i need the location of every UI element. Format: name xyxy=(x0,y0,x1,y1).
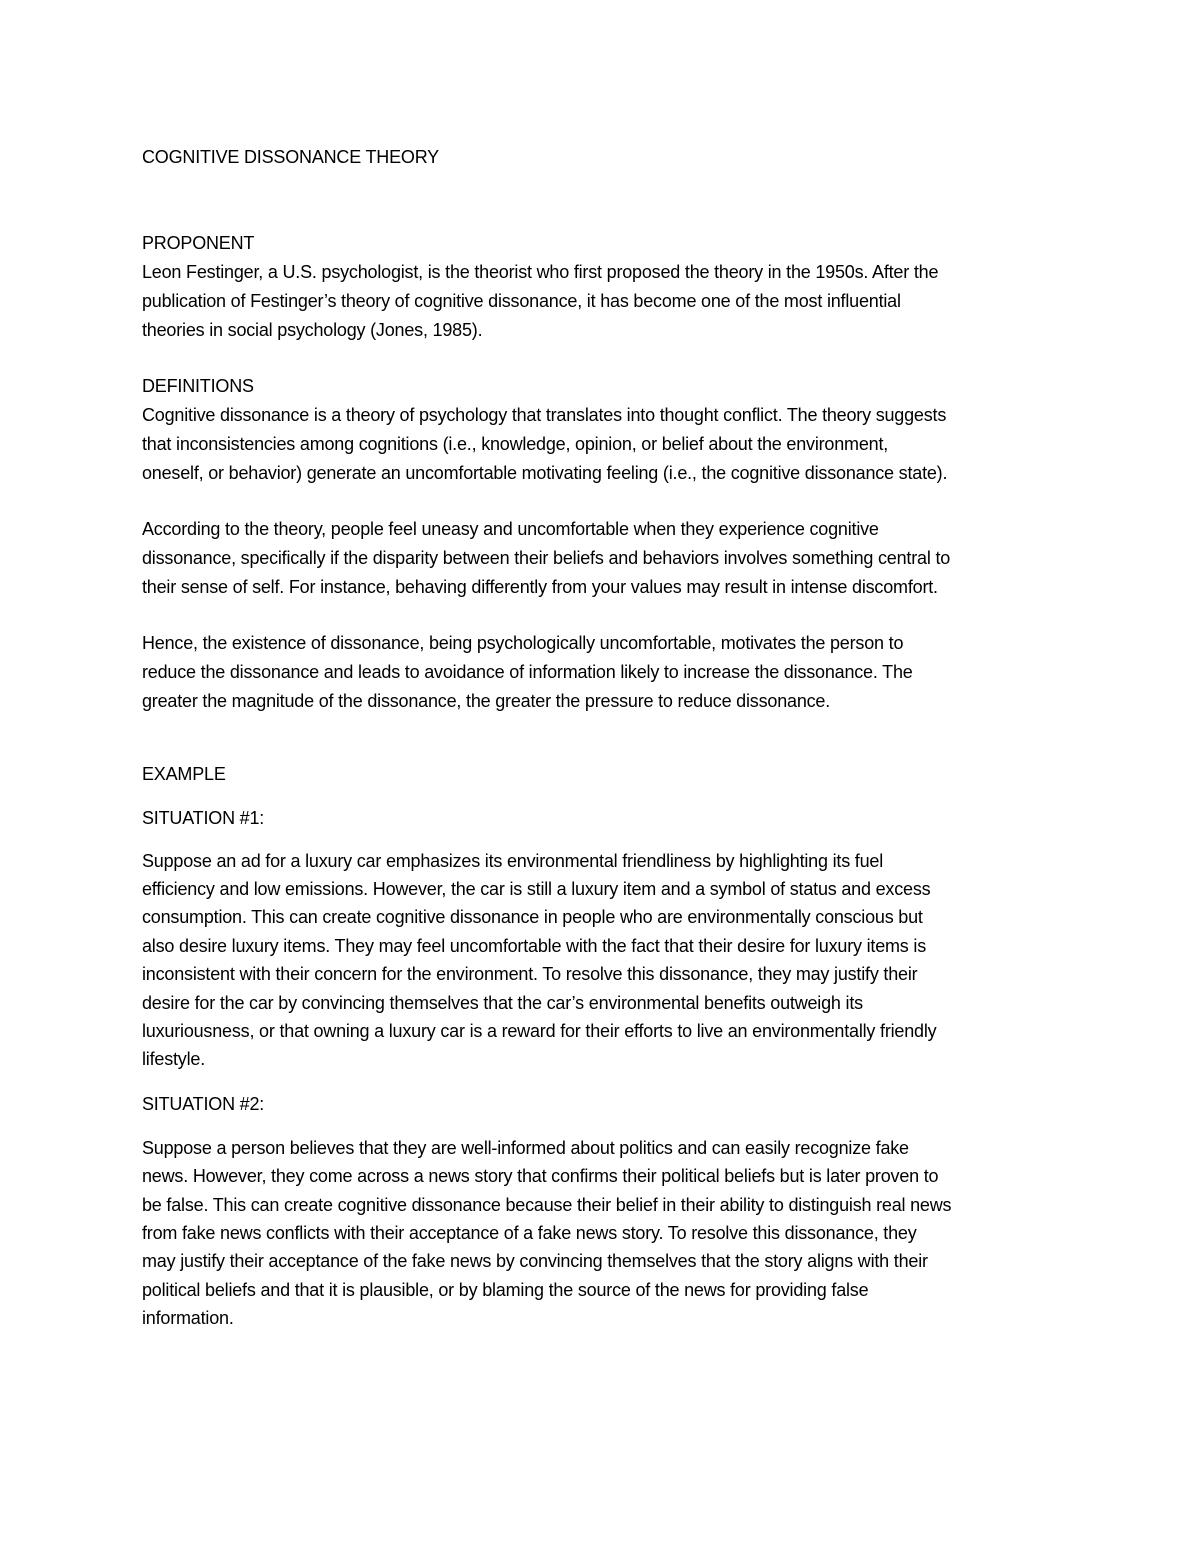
definitions-line: that inconsistencies among cognitions (i.e., knowledge, opinion, or belief about the environment, xyxy=(142,434,889,454)
situation-2-line: may justify their acceptance of the fake news by convincing themselves that the story aligns with their xyxy=(142,1251,928,1271)
situation-1-heading: SITUATION #1: xyxy=(142,808,265,828)
proponent-line: theories in social psychology (Jones, 1985). xyxy=(142,320,483,340)
definitions-line: oneself, or behavior) generate an uncomfortable motivating feeling (i.e., the cognitive dissonance state). xyxy=(142,463,948,483)
situation-2-heading: SITUATION #2: xyxy=(142,1094,265,1114)
definitions-heading: DEFINITIONS xyxy=(142,376,254,396)
situation-1-line: efficiency and low emissions. However, the car is still a luxury item and a symbol of status and excess xyxy=(142,879,931,899)
example-heading: EXAMPLE xyxy=(142,764,226,784)
proponent-heading: PROPONENT xyxy=(142,233,255,253)
situation-1-line: Suppose an ad for a luxury car emphasizes its environmental friendliness by highlighting its fuel xyxy=(142,851,884,871)
definitions-line: Hence, the existence of dissonance, being psychologically uncomfortable, motivates the person to xyxy=(142,633,904,653)
situation-2-line: be false. This can create cognitive dissonance because their belief in their ability to distinguish real news xyxy=(142,1195,952,1215)
proponent-line: publication of Festinger’s theory of cognitive dissonance, it has become one of the most influential xyxy=(142,291,901,311)
definitions-line: According to the theory, people feel uneasy and uncomfortable when they experience cognitive xyxy=(142,519,879,539)
situation-2-line: from fake news conflicts with their acceptance of a fake news story. To resolve this dissonance, they xyxy=(142,1223,917,1243)
situation-2-line: information. xyxy=(142,1308,234,1328)
proponent-line: Leon Festinger, a U.S. psychologist, is the theorist who first proposed the theory in the 1950s. After the xyxy=(142,262,939,282)
situation-1-line: lifestyle. xyxy=(142,1049,206,1069)
situation-2-line: political beliefs and that it is plausible, or by blaming the source of the news for providing false xyxy=(142,1280,869,1300)
definitions-line: their sense of self. For instance, behaving differently from your values may result in intense discomfort. xyxy=(142,577,938,597)
situation-1-line: luxuriousness, or that owning a luxury car is a reward for their efforts to live an environmentally friendly xyxy=(142,1021,937,1041)
definitions-line: dissonance, specifically if the disparity between their beliefs and behaviors involves something central to xyxy=(142,548,951,568)
situation-1-line: inconsistent with their concern for the environment. To resolve this dissonance, they may justify their xyxy=(142,964,918,984)
situation-1-line: desire for the car by convincing themselves that the car’s environmental benefits outweigh its xyxy=(142,993,863,1013)
document-title: COGNITIVE DISSONANCE THEORY xyxy=(142,147,439,167)
definitions-line: Cognitive dissonance is a theory of psychology that translates into thought conflict. The theory suggests xyxy=(142,405,947,425)
situation-1-line: consumption. This can create cognitive dissonance in people who are environmentally conscious but xyxy=(142,907,923,927)
situation-1-line: also desire luxury items. They may feel uncomfortable with the fact that their desire for luxury items is xyxy=(142,936,926,956)
situation-2-line: Suppose a person believes that they are well-informed about politics and can easily recognize fake xyxy=(142,1138,909,1158)
definitions-line: reduce the dissonance and leads to avoidance of information likely to increase the dissonance. The xyxy=(142,662,913,682)
situation-2-line: news. However, they come across a news story that confirms their political beliefs but is later proven to xyxy=(142,1166,939,1186)
definitions-line: greater the magnitude of the dissonance, the greater the pressure to reduce dissonance. xyxy=(142,691,831,711)
